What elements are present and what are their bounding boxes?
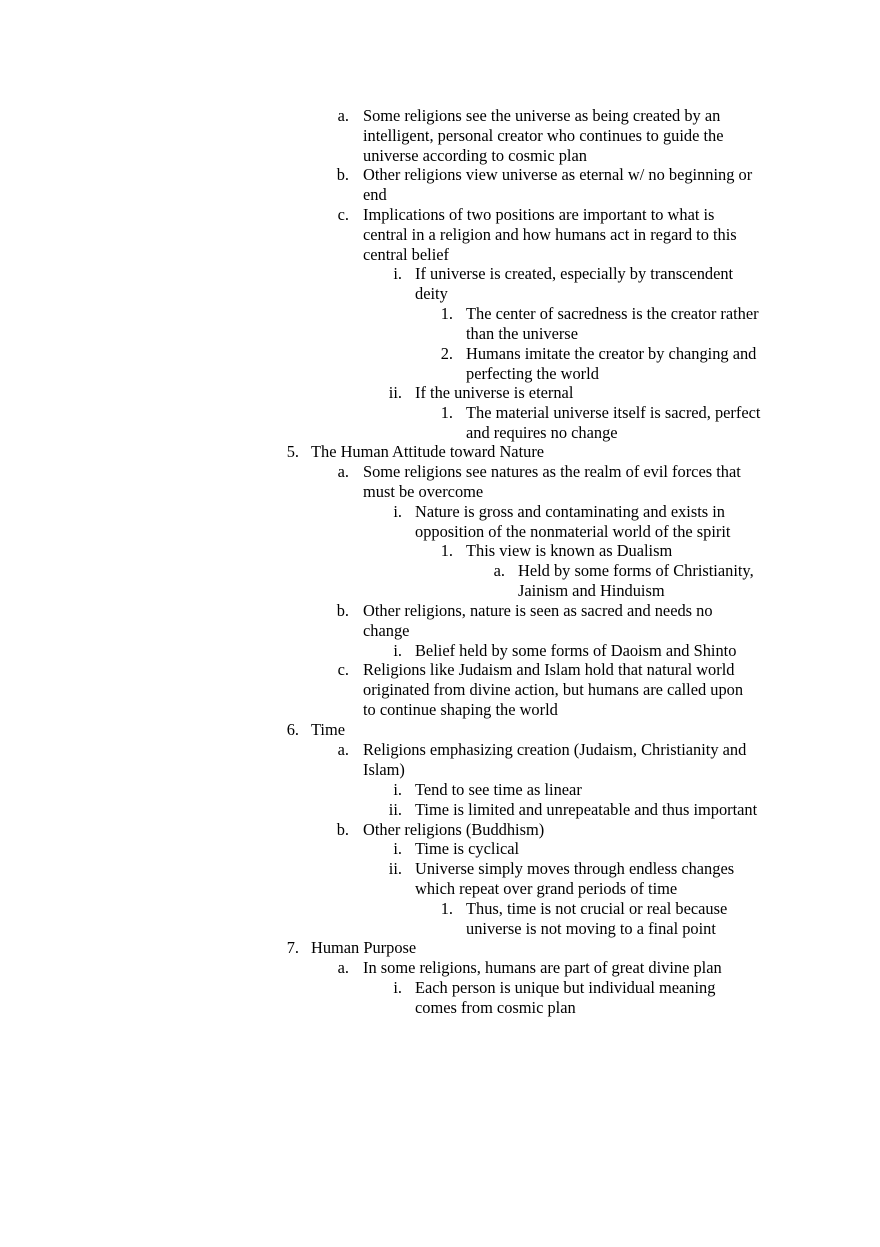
list-marker: 7. (286, 938, 299, 957)
text-line: perfecting the world (466, 363, 599, 383)
text-line: This view is known as Dualism (466, 541, 673, 560)
list-marker: a. (337, 106, 349, 125)
list-item-text (363, 462, 741, 502)
list-marker: ii. (388, 800, 402, 819)
list-marker: i. (393, 264, 402, 283)
text-line: Humans imitate the creator by changing and (466, 344, 757, 363)
text-line: intelligent, personal creator who continues to guide the (363, 125, 724, 145)
list-item-text (415, 641, 736, 661)
text-line: Other religions, nature is seen as sacred and needs no (363, 601, 713, 620)
text-line: which repeat over grand periods of time (415, 878, 678, 898)
text-line: end (363, 184, 387, 204)
list-item-text (415, 859, 734, 899)
list-marker: b. (336, 165, 349, 184)
text-line: deity (415, 283, 448, 303)
text-line: Jainism and Hinduism (518, 580, 665, 600)
list-item-text (518, 561, 754, 601)
text-line: Implications of two positions are important to what is (363, 205, 715, 224)
list-marker: a. (337, 462, 349, 481)
text-line: comes from cosmic plan (415, 997, 576, 1017)
list-item-text (415, 800, 757, 820)
list-item-text (466, 304, 759, 344)
text-line: Time is limited and unrepeatable and thus important (415, 800, 758, 819)
list-marker: 5. (286, 442, 299, 461)
list-marker: c. (337, 660, 349, 679)
list-item-text (363, 601, 713, 641)
list-marker: ii. (388, 383, 402, 402)
text-line: The material universe itself is sacred, perfect (466, 403, 761, 422)
list-marker: 1. (440, 304, 453, 323)
text-line: Held by some forms of Christianity, (518, 561, 754, 580)
list-marker: ii. (388, 859, 402, 878)
list-marker: 1. (440, 541, 453, 560)
list-marker: i. (393, 641, 402, 660)
list-marker: b. (336, 601, 349, 620)
text-line: Universe simply moves through endless changes (415, 859, 735, 878)
list-marker: 1. (440, 403, 453, 422)
text-line: Thus, time is not crucial or real because (466, 899, 728, 918)
text-line: and requires no change (466, 422, 618, 442)
list-marker: a. (337, 958, 349, 977)
text-line: The center of sacredness is the creator rather (466, 304, 759, 323)
list-item-text (466, 344, 756, 384)
text-line: Some religions see the universe as being created by an (363, 106, 721, 125)
text-line: universe is not moving to a final point (466, 918, 716, 938)
text-line: Belief held by some forms of Daoism and Shinto (415, 641, 737, 660)
text-line: to continue shaping the world (363, 699, 558, 719)
text-line: must be overcome (363, 481, 484, 501)
list-marker: 2. (440, 344, 453, 363)
list-item-text (311, 442, 544, 462)
text-line: Human Purpose (311, 938, 417, 957)
list-item-text (363, 205, 737, 264)
list-marker: i. (393, 780, 402, 799)
text-line: change (363, 620, 410, 640)
text-line: Islam) (363, 759, 405, 779)
list-marker: i. (393, 978, 402, 997)
list-item-text (363, 165, 752, 205)
list-item-text (415, 780, 582, 800)
list-marker: a. (493, 561, 505, 580)
list-item-text (415, 839, 519, 859)
text-line: Other religions view universe as eternal w/ no beginning or (363, 165, 753, 184)
list-item-text (363, 958, 722, 978)
text-line: If the universe is eternal (415, 383, 574, 402)
list-item-text (311, 720, 345, 740)
list-item-text (363, 820, 544, 840)
list-item-text (415, 264, 733, 304)
text-line: Nature is gross and contaminating and exists in (415, 502, 725, 521)
text-line: Tend to see time as linear (415, 780, 582, 799)
text-line: The Human Attitude toward Nature (311, 442, 545, 461)
list-item-text (311, 938, 416, 958)
list-item-text (363, 740, 746, 780)
text-line: Some religions see natures as the realm of evil forces that (363, 462, 741, 481)
text-line: universe according to cosmic plan (363, 145, 587, 165)
text-line: central belief (363, 244, 449, 264)
list-marker: i. (393, 839, 402, 858)
list-item-text (363, 106, 724, 165)
list-item-text (415, 978, 715, 1018)
list-item-text (415, 383, 573, 403)
list-item-text (466, 899, 727, 939)
text-line: originated from divine action, but humans are called upon (363, 679, 744, 699)
text-line: opposition of the nonmaterial world of the spirit (415, 521, 731, 541)
list-marker: c. (337, 205, 349, 224)
text-line: Other religions (Buddhism) (363, 820, 545, 839)
text-line: Time is cyclical (415, 839, 520, 858)
text-line: In some religions, humans are part of great divine plan (363, 958, 722, 977)
list-item-text (466, 541, 672, 561)
text-line: Time (311, 720, 346, 739)
list-marker: a. (337, 740, 349, 759)
text-line: If universe is created, especially by transcendent (415, 264, 734, 283)
list-item-text (415, 502, 730, 542)
list-marker: 1. (440, 899, 453, 918)
text-line: central in a religion and how humans act in regard to this (363, 224, 737, 244)
text-line: Each person is unique but individual meaning (415, 978, 716, 997)
text-line: Religions like Judaism and Islam hold that natural world (363, 660, 735, 679)
list-item-text (466, 403, 760, 443)
text-line: than the universe (466, 323, 578, 343)
list-marker: b. (336, 820, 349, 839)
list-item-text (363, 660, 743, 719)
list-marker: 6. (286, 720, 299, 739)
list-marker: i. (393, 502, 402, 521)
text-line: Religions emphasizing creation (Judaism, Christianity and (363, 740, 747, 759)
